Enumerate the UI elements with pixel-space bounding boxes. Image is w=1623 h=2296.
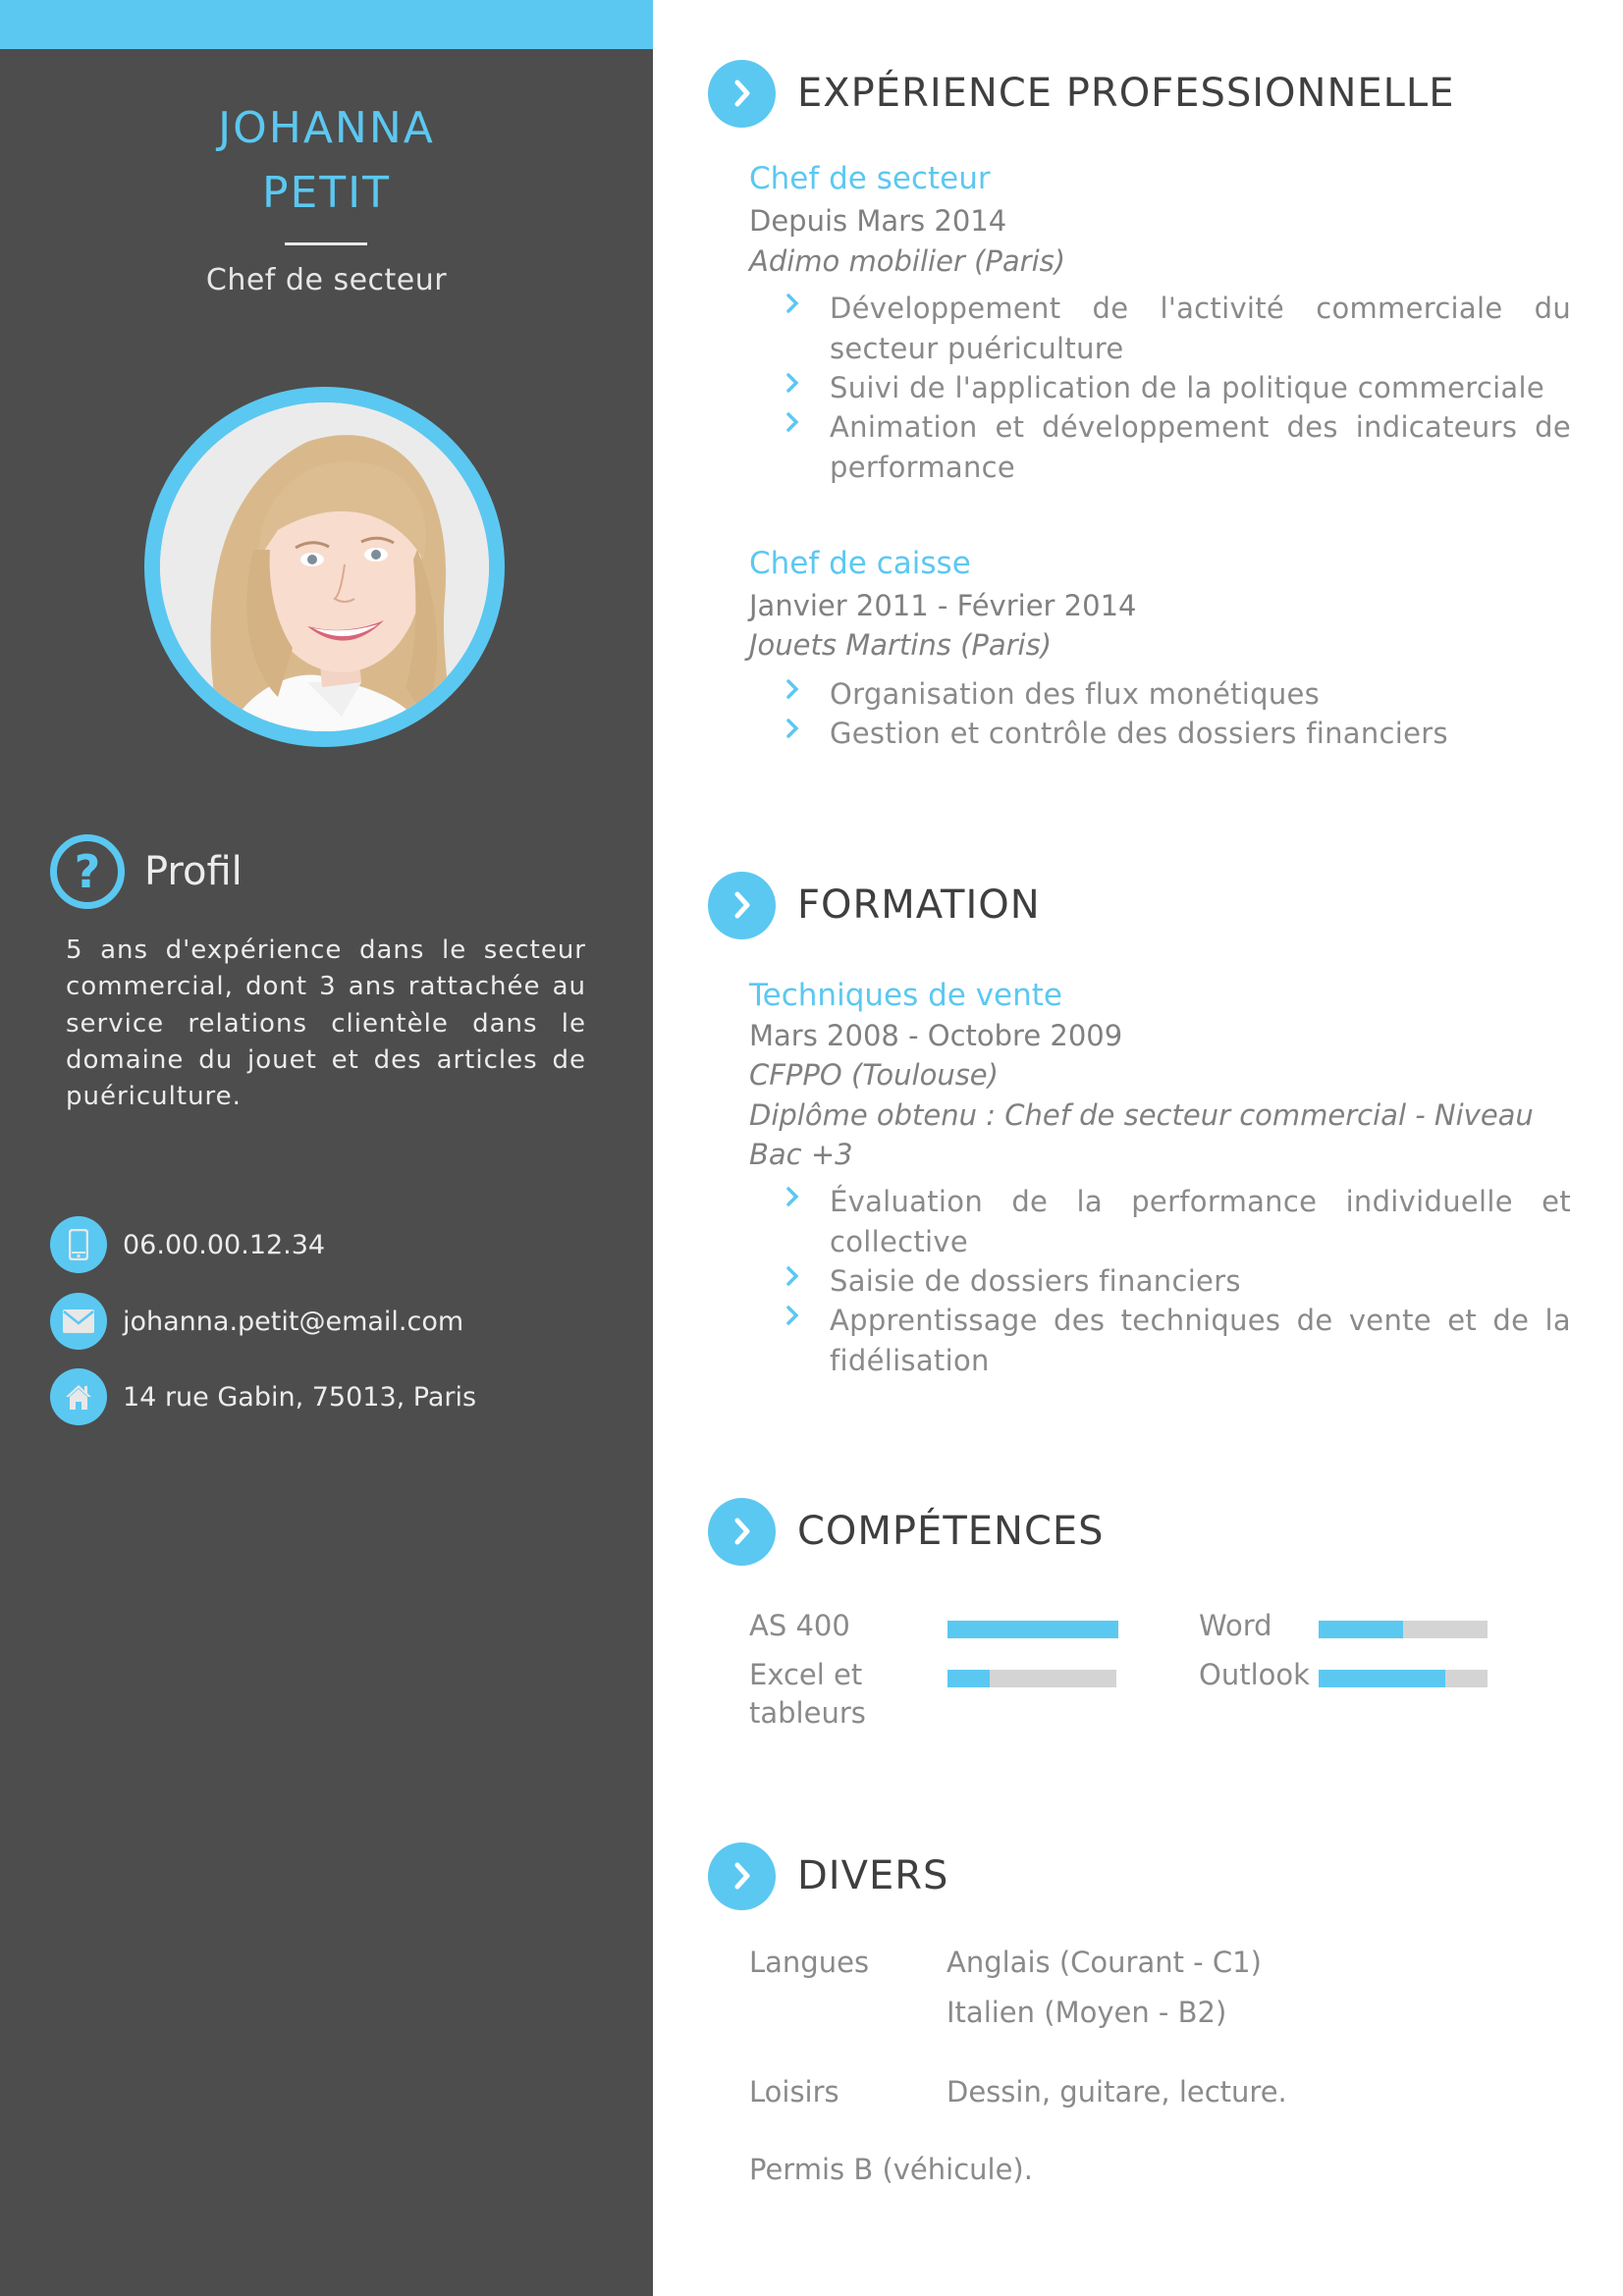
- experience-title: EXPÉRIENCE PROFESSIONNELLE: [797, 71, 1455, 116]
- contact-email: [50, 1293, 463, 1350]
- education-section-header: [708, 871, 1041, 939]
- list-item: Gestion et contrôle des dossiers financiers: [785, 714, 1571, 754]
- profile-summary: 5 ans d'expérience dans le secteur commercial, dont 3 ans rattachée au service relations clientèle dans le domaine du jouet et des articles de puériculture.: [66, 935, 586, 1112]
- skills-section-header: [708, 1497, 1105, 1566]
- experience-section-header: [708, 59, 1454, 128]
- job-role: Chef de caisse: [749, 546, 971, 581]
- first-name: JOHANNA: [218, 103, 435, 153]
- email-icon: [50, 1293, 107, 1350]
- profile-title: Profil: [144, 849, 243, 894]
- language-item: Italien (Moyen - B2): [947, 1996, 1227, 2029]
- chevron-right-icon: [785, 289, 830, 368]
- home-icon: [50, 1368, 107, 1425]
- chevron-right-icon: [785, 1301, 830, 1380]
- skill-label-word: Word: [1199, 1609, 1272, 1642]
- skill-label-as400: AS 400: [749, 1609, 850, 1642]
- last-name: PETIT: [261, 168, 392, 218]
- education-diploma-level: Bac +3: [749, 1138, 853, 1171]
- postal-address: 14 rue Gabin, 75013, Paris: [123, 1381, 477, 1413]
- skill-bar-word: [1319, 1621, 1488, 1638]
- phone-number[interactable]: 06.00.00.12.34: [123, 1229, 326, 1260]
- language-item: Anglais (Courant - C1): [947, 1946, 1262, 1979]
- sidebar: [0, 0, 653, 2296]
- skill-bar-outlook: [1319, 1670, 1488, 1687]
- job-dates: Janvier 2011 - Février 2014: [749, 589, 1137, 622]
- contact-phone: [50, 1216, 325, 1273]
- phone-icon: [50, 1216, 107, 1273]
- list-item: Animation et développement des indicateurs de performance: [785, 407, 1571, 487]
- question-circle-icon: ?: [50, 834, 125, 909]
- chevron-right-icon: [785, 1261, 830, 1302]
- skill-bar-as400: [947, 1621, 1118, 1638]
- job-company: Jouets Martins (Paris): [749, 628, 1053, 662]
- list-item: Suivi de l'application de la politique commerciale: [785, 368, 1571, 408]
- profile-photo: [160, 402, 489, 731]
- job-title: Chef de secteur: [205, 263, 448, 297]
- chevron-right-icon: [708, 60, 776, 128]
- accent-top-bar: [0, 0, 653, 49]
- education-name: Techniques de vente: [749, 978, 1062, 1013]
- job-company: Adimo mobilier (Paris): [749, 244, 1066, 278]
- list-item: Apprentissage des techniques de vente et de la fidélisation: [785, 1301, 1571, 1380]
- chevron-right-icon: [708, 1498, 776, 1566]
- education-title: FORMATION: [797, 882, 1041, 928]
- education-school: CFPPO (Toulouse): [749, 1058, 999, 1092]
- education-dates: Mars 2008 - Octobre 2009: [749, 1019, 1123, 1052]
- driving-license: Permis B (véhicule).: [749, 2153, 1033, 2186]
- skill-bar-excel: [947, 1670, 1116, 1687]
- languages-label: Langues: [749, 1946, 870, 1979]
- job-dates: Depuis Mars 2014: [749, 204, 1007, 238]
- contact-address: [50, 1368, 476, 1425]
- email-address[interactable]: johanna.petit@email.com: [123, 1306, 464, 1337]
- chevron-right-icon: [785, 1182, 830, 1261]
- name-divider: [285, 242, 367, 245]
- chevron-right-icon: [785, 407, 830, 487]
- chevron-right-icon: [785, 368, 830, 408]
- job-role: Chef de secteur: [749, 161, 991, 196]
- list-item: Organisation des flux monétiques: [785, 674, 1571, 715]
- chevron-right-icon: [785, 674, 830, 715]
- misc-title: DIVERS: [797, 1853, 949, 1898]
- skill-label-excel: Excel et tableurs: [749, 1658, 866, 1730]
- chevron-right-icon: [708, 872, 776, 939]
- list-item: Évaluation de la performance individuelle et collective: [785, 1182, 1571, 1261]
- misc-section-header: [708, 1842, 948, 1910]
- profile-photo-frame: [144, 387, 505, 747]
- skill-label-outlook: Outlook: [1199, 1658, 1310, 1691]
- profile-section-header: [50, 834, 243, 909]
- chevron-right-icon: [708, 1842, 776, 1910]
- hobbies-label: Loisirs: [749, 2075, 839, 2109]
- education-diploma: Diplôme obtenu : Chef de secteur commercial - Niveau: [749, 1098, 1534, 1132]
- hobbies-value: Dessin, guitare, lecture.: [947, 2075, 1287, 2109]
- chevron-right-icon: [785, 714, 830, 754]
- list-item: Saisie de dossiers financiers: [785, 1261, 1571, 1302]
- list-item: Développement de l'activité commerciale du secteur puériculture: [785, 289, 1571, 368]
- skills-title: COMPÉTENCES: [797, 1509, 1105, 1554]
